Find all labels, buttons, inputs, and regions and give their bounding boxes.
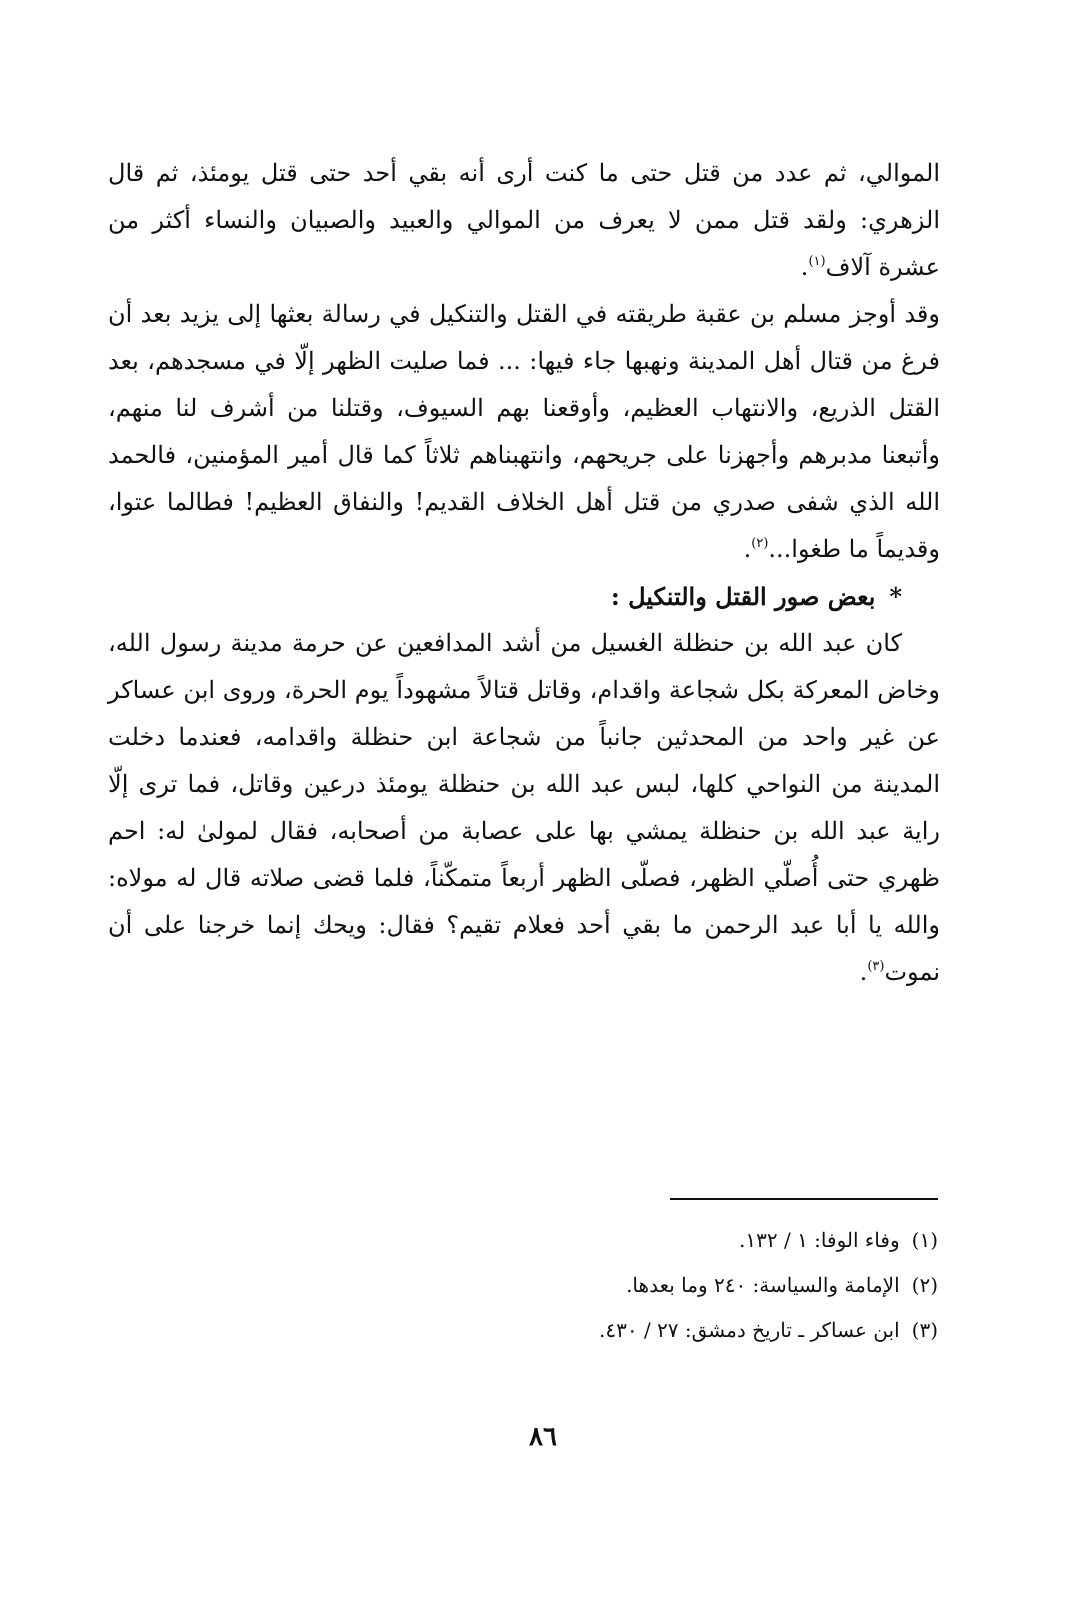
footnote-divider — [670, 1198, 938, 1200]
footnote-3-number: (٣) — [911, 1318, 938, 1342]
page-number: ٨٦ — [529, 1422, 557, 1452]
footnote-1-text: وفاء الوفا: ١ / ١٣٢. — [739, 1228, 900, 1252]
section-heading — [108, 573, 940, 620]
footnotes — [438, 1218, 938, 1353]
section-heading-text: بعض صور القتل والتنكيل : — [610, 582, 876, 611]
footnote-1-number: (١) — [911, 1228, 938, 1252]
paragraph-1-period: . — [800, 253, 809, 281]
paragraph-3 — [108, 620, 940, 996]
paragraph-2-text: وقد أوجز مسلم بن عقبة طريقته في القتل والتنكيل في رسالة بعثها إلى يزيد بعد أن فرغ من قتال أهل المدينة ونهبها جاء فيها: ... فما صليت الظهر إلّا في مسجدهم، بعد القتل الذريع، والانتهاب العظيم، وأوقعنا بهم السيوف، وقتلنا من أشرف لنا منهم، وأتبعنا مدبرهم وأجهزنا على جريحهم، وانتهبناهم ثلاثاً كما قال أمير المؤمنين، فالحمد الله الذي شفى صدري من قتل أهل الخلاف القديم! والنفاق العظيم! فطالما عتوا، وقديماً ما طغوا... — [108, 300, 941, 563]
paragraph-1-text: الموالي، ثم عدد من قتل حتى ما كنت أرى أنه بقي أحد حتى قتل يومئذ، ثم قال الزهري: ولقد قتل ممن لا يعرف من الموالي والعبيد والصبيان والنساء أكثر من عشرة آلاف — [108, 159, 940, 281]
footnote-1 — [438, 1218, 938, 1263]
footnote-ref-3[interactable]: (٣) — [867, 959, 885, 974]
footnote-ref-2[interactable]: (٢) — [751, 536, 769, 551]
footnote-2 — [438, 1263, 938, 1308]
paragraph-3-period: . — [859, 958, 868, 986]
footnote-3-text: ابن عساكر ـ تاريخ دمشق: ٢٧ / ٤٣٠. — [599, 1318, 900, 1342]
main-text — [108, 150, 940, 996]
paragraph-1 — [108, 150, 940, 291]
paragraph-3-text: كان عبد الله بن حنظلة الغسيل من أشد المدافعين عن حرمة مدينة رسول الله، وخاض المعركة بكل شجاعة واقدام، وقاتل قتالاً مشهوداً يوم الحرة، وروى ابن عساكر عن غير واحد من المحدثين جانباً من شجاعة ابن حنظلة واقدامه، فعندما دخلت المدينة من النواحي كلها، لبس عبد الله بن حنظلة يومئذ درعين وقاتل، فما ترى إلّا راية عبد الله بن حنظلة يمشي بها على عصابة من أصحابه، فقال لمولىٰ له: احم ظهري حتى أُصلّي الظهر، فصلّى الظهر أربعاً متمكّناً، فلما قضى صلاته قال له مولاه: والله يا أبا عبد الرحمن ما بقي أحد فعلام تقيم؟ فقال: ويحك إنما خرجنا على أن نموت — [108, 629, 940, 986]
asterisk-icon: * — [889, 582, 902, 611]
footnote-ref-1[interactable]: (١) — [808, 254, 826, 269]
paragraph-2-period: . — [743, 535, 752, 563]
footnote-2-number: (٢) — [911, 1273, 938, 1297]
paragraph-2 — [108, 291, 940, 573]
footnote-2-text: الإمامة والسياسة: ٢٤٠ وما بعدها. — [626, 1273, 900, 1297]
footnote-3 — [438, 1308, 938, 1353]
